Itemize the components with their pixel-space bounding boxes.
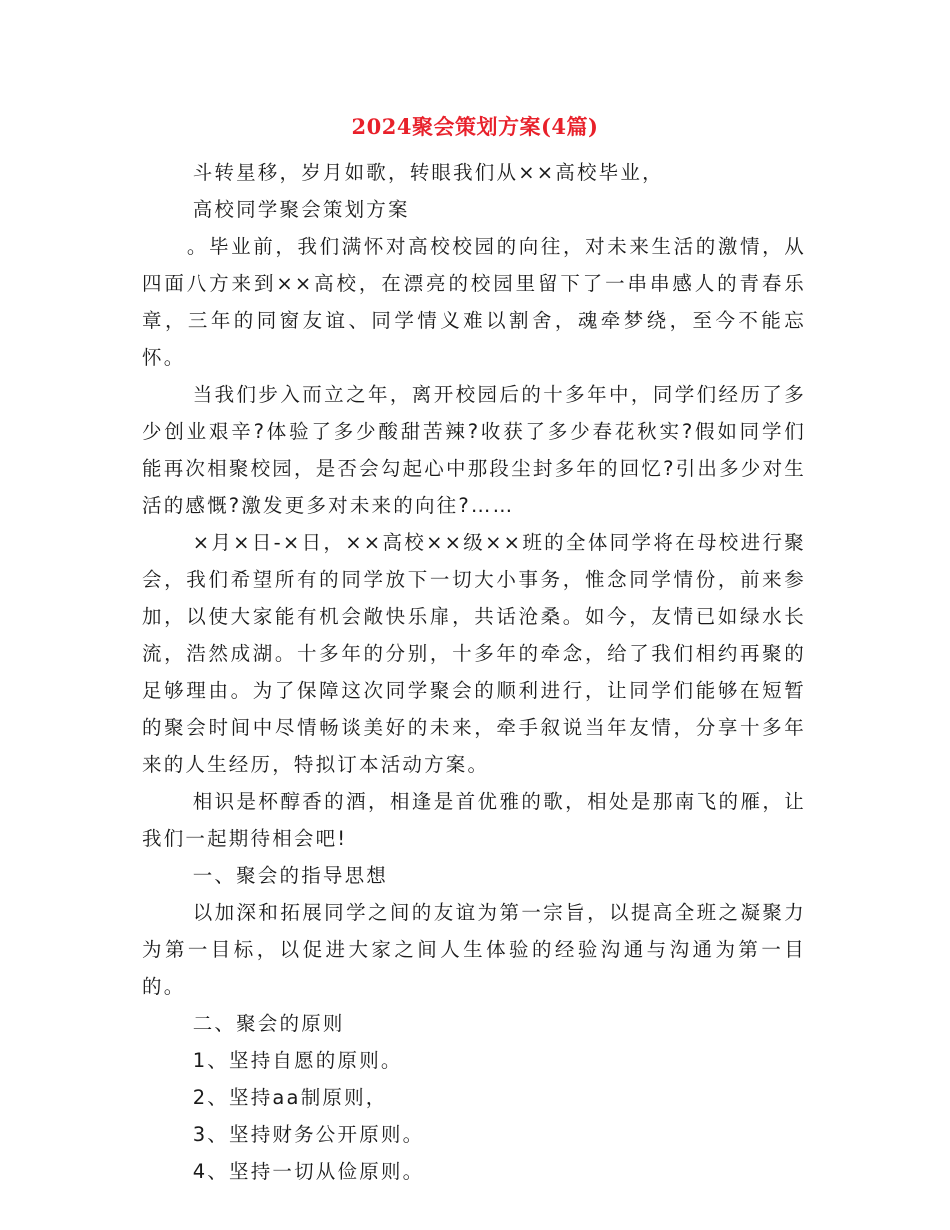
paragraph-6: 相识是杯醇香的酒，相逢是首优雅的歌，相处是那南飞的雁，让我们一起期待相会吧! [142,790,806,850]
paragraph-2: 高校同学聚会策划方案 [192,198,410,221]
paragraph-5: ×月×日-×日，××高校××级××班的全体同学将在母校进行聚会，我们希望所有的同学放下一切大小事务，惟念同学情份，前来参加，以使大家能有机会敞快乐扉，共话沧桑。如今，友情已如绿水长流，浩然成湖。十多年的分别，十多年的牵念，给了我们相约再聚的足够理由。为了保障这次同学聚会的顺利进行，让同学们能够在短暂的聚会时间中尽情畅谈美好的未来，牵手叙说当年友情，分享十多年来的人生经历，特拟订本活动方案。 [142,531,806,776]
paragraph-3: 。毕业前，我们满怀对高校校园的向往，对未来生活的激情，从四面八方来到××高校，在漂亮的校园里留下了一串串感人的青春乐章，三年的同窗友谊、同学情义难以割舍，魂牵梦绕，至今不能忘怀。 [142,235,806,369]
principle-item-2: 2、坚持aa制原则， [192,1086,388,1109]
principle-item-4: 4、坚持一切从俭原则。 [192,1160,425,1183]
principle-item-3: 3、坚持财务公开原则。 [192,1123,425,1146]
paragraph-1: 斗转星移，岁月如歌，转眼我们从××高校毕业， [192,161,664,184]
paragraph-7: 以加深和拓展同学之间的友谊为第一宗旨，以提高全班之凝聚力为第一目标，以促进大家之间人生体验的经验沟通与沟通为第一目的。 [142,901,806,998]
document-body [142,154,806,1190]
principle-item-1: 1、坚持自愿的原则。 [192,1049,403,1072]
section-heading-1: 一、聚会的指导思想 [192,864,388,887]
document-title: 2024聚会策划方案(4篇) [351,114,599,139]
paragraph-4: 当我们步入而立之年，离开校园后的十多年中，同学们经历了多少创业艰辛?体验了多少酸甜苦辣?收获了多少春花秋实?假如同学们能再次相聚校园，是否会勾起心中那段尘封多年的回忆?引出多少对生活的感慨?激发更多对未来的向往?…… [142,383,806,517]
section-heading-2: 二、聚会的原则 [192,1012,345,1035]
